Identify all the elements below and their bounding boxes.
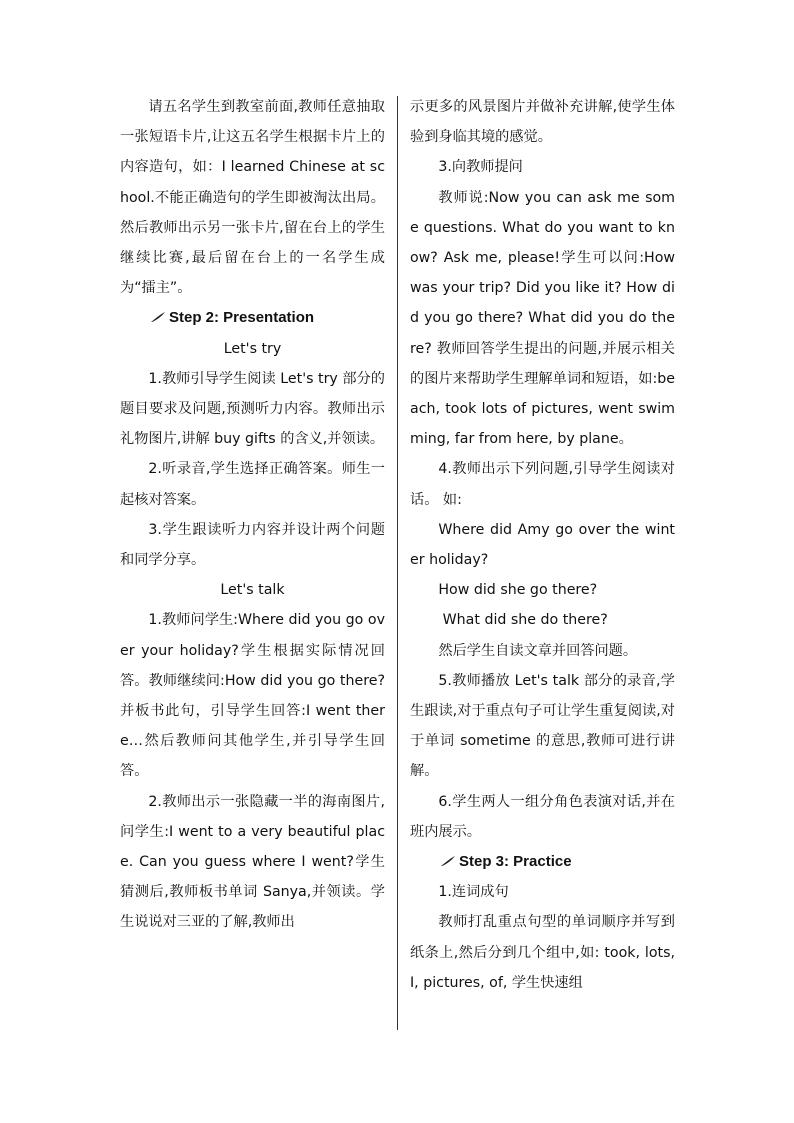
left-column: [120, 92, 385, 938]
paragraph: 教师打乱重点句型的单词顺序并写到纸条上,然后分到几个组中,如: took, lots, I, pictures, of, 学生快速组: [410, 914, 675, 991]
paragraph: 5.教师播放 Let's talk 部分的录音,学生跟读,对于重点句子可让学生重复阅读,对于单词 sometime 的意思,教师可进行讲解。: [410, 672, 675, 780]
subsection-title: Let's talk: [220, 582, 285, 599]
paragraph: What did she do there?: [442, 612, 608, 629]
right-column: [410, 92, 675, 998]
paragraph: 示更多的风景图片并做补充讲解,使学生体验到身临其境的感觉。: [410, 99, 675, 146]
paragraph: 然后学生自读文章并回答问题。: [438, 642, 638, 659]
paragraph: 3.向教师提问: [438, 159, 523, 176]
paragraph: 1.教师问学生:Where did you go over your holiday?学生根据实际情况回答。教师继续问:How did you go there? 并板书此句，引导学生回答:I went there…然后教师问其他学生,并引导学生回答。: [120, 612, 385, 780]
pen-nib-icon: [440, 855, 456, 867]
paragraph: How did she go there?: [438, 582, 598, 599]
paragraph: 1.连词成句: [438, 884, 509, 901]
paragraph: 2.教师出示一张隐藏一半的海南图片,问学生:I went to a very beautiful place. Can you guess where I went?学生猜测后,教师板书单词 Sanya,并领读。学生说说对三亚的了解,教师出: [120, 793, 385, 931]
paragraph: 4.教师出示下列问题,引导学生阅读对话。 如:: [410, 461, 675, 508]
paragraph: Where did Amy go over the winter holiday?: [410, 521, 675, 569]
paragraph: 1.教师引导学生阅读 Let's try 部分的题目要求及问题,预测听力内容。教师出示礼物图片,讲解 buy gifts 的含义,并领读。: [120, 370, 385, 448]
section-heading-label: Step 2: Presentation: [169, 309, 315, 327]
paragraph: 教师说:Now you can ask me some questions. What do you want to know? Ask me, please!学生可以问:How was your trip? Did you like it? How did you go there? What did you do there? 教师回答学生提出的问题,并展示相关的图片来帮助学生理解单词和短语，如:beach, took lots of pictures, went swimming, far from here, by plane。: [410, 189, 675, 448]
column-divider: [397, 96, 398, 1030]
paragraph: 请五名学生到教室前面,教师任意抽取一张短语卡片,让这五名学生根据卡片上的内容造句，如：I learned Chinese at school.不能正确造句的学生即被淘汰出局。然后教师出示另一张卡片,留在台上的学生继续比赛,最后留在台上的一名学生成为“擂主”。: [120, 99, 385, 297]
paragraph: 6.学生两人一组分角色表演对话,并在班内展示。: [410, 793, 675, 840]
section-heading-label: Step 3: Practice: [459, 853, 572, 871]
pen-nib-icon: [150, 311, 166, 323]
paragraph: 2.听录音,学生选择正确答案。师生一起核对答案。: [120, 461, 385, 508]
subsection-title: Let's try: [223, 340, 282, 357]
section-heading: [120, 303, 385, 333]
paragraph: 3.学生跟读听力内容并设计两个问题和同学分享。: [120, 521, 385, 569]
section-heading: [410, 847, 675, 877]
